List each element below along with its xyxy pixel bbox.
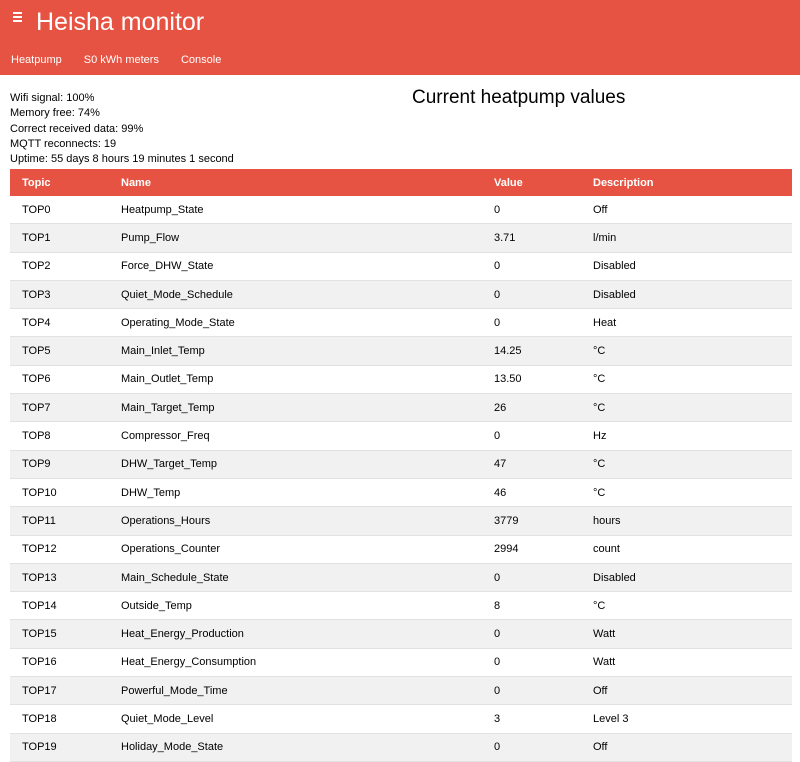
cell-description: °C <box>581 450 792 478</box>
cell-value: 0 <box>482 309 581 337</box>
cell-value: 0 <box>482 677 581 705</box>
cell-value: 14.25 <box>482 337 581 365</box>
cell-topic: TOP0 <box>10 196 109 224</box>
cell-name: Main_Inlet_Temp <box>109 337 482 365</box>
nav-console[interactable]: Console <box>180 53 222 66</box>
cell-value: 0 <box>482 252 581 280</box>
cell-topic: TOP3 <box>10 280 109 308</box>
cell-description: Off <box>581 677 792 705</box>
table-row <box>10 478 792 506</box>
cell-description: l/min <box>581 224 792 252</box>
table-row <box>10 677 792 705</box>
hamburger-icon[interactable] <box>0 0 34 44</box>
cell-name: Operations_Hours <box>109 507 482 535</box>
cell-name: DHW_Target_Temp <box>109 450 482 478</box>
nav-bar <box>0 44 800 75</box>
cell-name: Operating_Mode_State <box>109 309 482 337</box>
cell-name: Quiet_Mode_Schedule <box>109 280 482 308</box>
table-row <box>10 196 792 224</box>
table-row <box>10 365 792 393</box>
cell-description: count <box>581 535 792 563</box>
cell-name: Operations_Counter <box>109 535 482 563</box>
mqtt-reconnects: MQTT reconnects: 19 <box>10 137 117 150</box>
cell-topic: TOP1 <box>10 224 109 252</box>
cell-topic: TOP4 <box>10 309 109 337</box>
app-header <box>0 0 800 44</box>
heatpump-values-table <box>10 169 792 762</box>
cell-value: 8 <box>482 592 581 620</box>
cell-description: Watt <box>581 648 792 676</box>
table-row <box>10 507 792 535</box>
cell-name: Outside_Temp <box>109 592 482 620</box>
table-header-row <box>10 169 792 196</box>
column-header-description: Description <box>581 169 792 196</box>
cell-name: Main_Schedule_State <box>109 563 482 591</box>
table-row <box>10 620 792 648</box>
memory-free: Memory free: 74% <box>10 107 100 120</box>
cell-topic: TOP13 <box>10 563 109 591</box>
cell-name: Heat_Energy_Consumption <box>109 648 482 676</box>
cell-description: hours <box>581 507 792 535</box>
cell-value: 0 <box>482 280 581 308</box>
cell-value: 3.71 <box>482 224 581 252</box>
column-header-name: Name <box>109 169 482 196</box>
cell-value: 0 <box>482 563 581 591</box>
cell-topic: TOP17 <box>10 677 109 705</box>
cell-value: 0 <box>482 648 581 676</box>
cell-description: Watt <box>581 620 792 648</box>
table-row <box>10 280 792 308</box>
cell-name: DHW_Temp <box>109 478 482 506</box>
cell-value: 3779 <box>482 507 581 535</box>
cell-value: 0 <box>482 422 581 450</box>
status-area <box>0 75 800 167</box>
cell-topic: TOP5 <box>10 337 109 365</box>
cell-name: Main_Target_Temp <box>109 394 482 422</box>
app-title: Heisha monitor <box>36 7 205 36</box>
cell-description: Off <box>581 196 792 224</box>
table-row <box>10 422 792 450</box>
wifi-signal: Wifi signal: 100% <box>10 92 95 104</box>
cell-topic: TOP12 <box>10 535 109 563</box>
nav-s0-kwh-meters[interactable]: S0 kWh meters <box>83 53 159 66</box>
cell-name: Heatpump_State <box>109 196 482 224</box>
table-row <box>10 733 792 761</box>
cell-value: 0 <box>482 196 581 224</box>
cell-description: °C <box>581 337 792 365</box>
table-row <box>10 563 792 591</box>
cell-description: Level 3 <box>581 705 792 733</box>
cell-value: 0 <box>482 620 581 648</box>
table-row <box>10 224 792 252</box>
uptime: Uptime: 55 days 8 hours 19 minutes 1 second <box>10 153 234 166</box>
cell-value: 2994 <box>482 535 581 563</box>
cell-value: 26 <box>482 394 581 422</box>
cell-description: Off <box>581 733 792 761</box>
cell-value: 13.50 <box>482 365 581 393</box>
cell-topic: TOP15 <box>10 620 109 648</box>
cell-topic: TOP11 <box>10 507 109 535</box>
cell-topic: TOP8 <box>10 422 109 450</box>
cell-topic: TOP6 <box>10 365 109 393</box>
cell-topic: TOP16 <box>10 648 109 676</box>
table-row <box>10 592 792 620</box>
cell-name: Holiday_Mode_State <box>109 733 482 761</box>
cell-description: Heat <box>581 309 792 337</box>
cell-description: °C <box>581 478 792 506</box>
table-row <box>10 450 792 478</box>
page-title: Current heatpump values <box>412 87 626 108</box>
cell-description: Disabled <box>581 563 792 591</box>
cell-value: 46 <box>482 478 581 506</box>
cell-name: Force_DHW_State <box>109 252 482 280</box>
cell-name: Main_Outlet_Temp <box>109 365 482 393</box>
correct-received-data: Correct received data: 99% <box>10 122 144 135</box>
table-row <box>10 535 792 563</box>
cell-description: Disabled <box>581 280 792 308</box>
cell-description: °C <box>581 365 792 393</box>
cell-topic: TOP2 <box>10 252 109 280</box>
cell-topic: TOP7 <box>10 394 109 422</box>
column-header-topic: Topic <box>10 169 109 196</box>
cell-name: Powerful_Mode_Time <box>109 677 482 705</box>
column-header-value: Value <box>482 169 581 196</box>
cell-topic: TOP19 <box>10 733 109 761</box>
status-stats <box>10 91 234 167</box>
cell-description: °C <box>581 592 792 620</box>
table-row <box>10 648 792 676</box>
table-row <box>10 337 792 365</box>
table-row <box>10 309 792 337</box>
cell-topic: TOP10 <box>10 478 109 506</box>
cell-topic: TOP9 <box>10 450 109 478</box>
cell-name: Heat_Energy_Production <box>109 620 482 648</box>
cell-value: 0 <box>482 733 581 761</box>
cell-description: Disabled <box>581 252 792 280</box>
cell-name: Quiet_Mode_Level <box>109 705 482 733</box>
table-row <box>10 394 792 422</box>
cell-description: °C <box>581 394 792 422</box>
table-row <box>10 252 792 280</box>
cell-name: Compressor_Freq <box>109 422 482 450</box>
cell-topic: TOP18 <box>10 705 109 733</box>
table-row <box>10 705 792 733</box>
table-body <box>10 196 792 761</box>
cell-value: 3 <box>482 705 581 733</box>
cell-value: 47 <box>482 450 581 478</box>
cell-description: Hz <box>581 422 792 450</box>
cell-name: Pump_Flow <box>109 224 482 252</box>
nav-heatpump[interactable]: Heatpump <box>11 53 62 66</box>
cell-topic: TOP14 <box>10 592 109 620</box>
